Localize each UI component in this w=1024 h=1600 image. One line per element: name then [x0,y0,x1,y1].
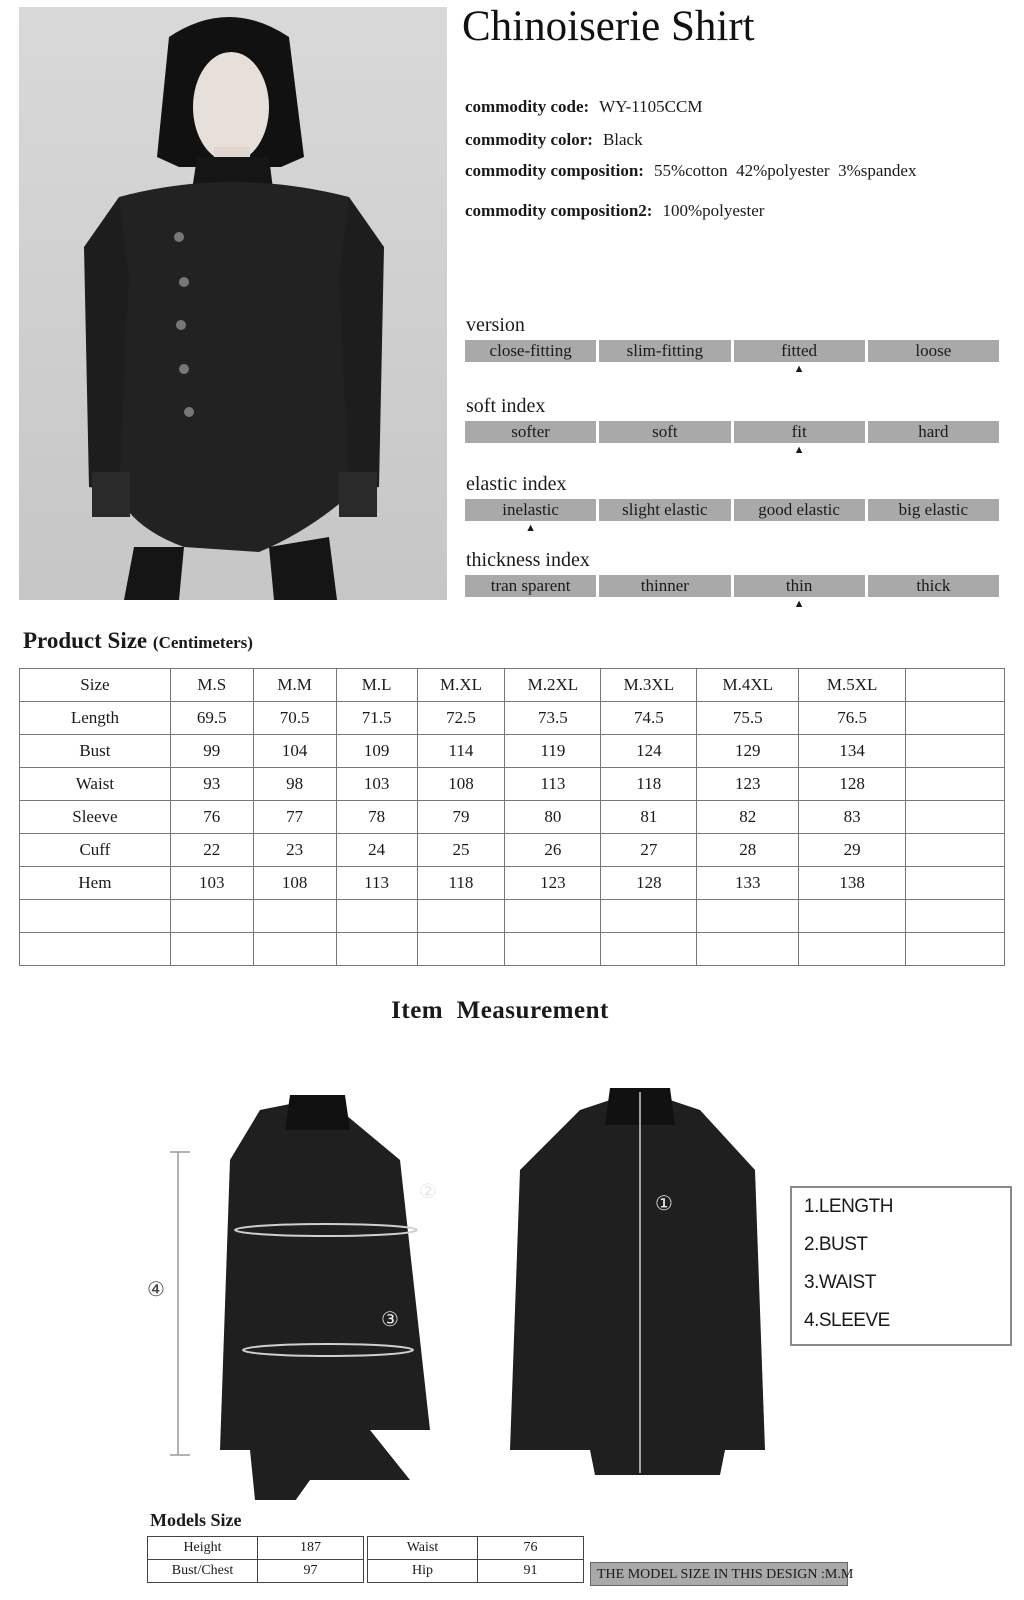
shirt-front [220,1100,430,1500]
table-cell: 25 [417,834,505,867]
index-bar-version [465,340,999,362]
table-row [368,1537,584,1560]
size-chart-unit: (Centimeters) [152,633,253,652]
index-heading-thickness: thickness index [466,549,590,571]
table-cell: Bust/Chest [148,1560,258,1583]
attr-label: commodity composition: [465,161,644,180]
table-header-cell: M.S [170,669,253,702]
table-cell [505,900,601,933]
table-cell [336,900,417,933]
measurement-diagram [140,1080,800,1500]
table-cell: 109 [336,735,417,768]
table-header-cell [906,669,1005,702]
table-row [368,1560,584,1583]
table-cell: 81 [601,801,697,834]
table-cell: 69.5 [170,702,253,735]
table-header-cell: M.2XL [505,669,601,702]
attr-code [465,97,702,117]
index-heading-soft: soft index [466,395,546,417]
table-cell: 113 [336,867,417,900]
table-cell: 24 [336,834,417,867]
measurement-title: Item Measurement [391,997,609,1024]
table-cell: 76.5 [799,702,906,735]
table-cell [906,702,1005,735]
legend-item: 2.BUST [804,1234,868,1255]
table-cell: Hem [20,867,171,900]
marker-length: ① [655,1191,673,1215]
table-cell: 99 [170,735,253,768]
product-photo [19,7,447,600]
table-cell: 72.5 [417,702,505,735]
table-cell [906,834,1005,867]
table-row [148,1537,364,1560]
size-chart-heading: Product Size [23,628,148,653]
model-figure [19,7,447,600]
table-cell: 103 [170,867,253,900]
table-cell [697,900,799,933]
table-cell: 129 [697,735,799,768]
table-cell: 118 [417,867,505,900]
table-cell: Hip [368,1560,478,1583]
table-cell: 22 [170,834,253,867]
table-cell [20,933,171,966]
marker-bust: ② [419,1179,437,1203]
table-cell [253,933,336,966]
product-title: Chinoiserie Shirt [462,3,755,50]
attr-value: 100%polyester [662,201,765,220]
table-cell: 108 [253,867,336,900]
index-bar-elastic [465,499,999,521]
attr-value: 55%cotton 42%polyester 3%spandex [653,161,917,180]
table-header-row [20,669,1005,702]
selected-marker-icon: ▲ [793,598,805,610]
table-cell [906,867,1005,900]
table-cell [20,900,171,933]
index-option: slight elastic [599,499,730,521]
table-cell: 108 [417,768,505,801]
table-cell: 134 [799,735,906,768]
table-cell [906,933,1005,966]
table-header-cell: M.M [253,669,336,702]
marker-waist: ③ [381,1307,399,1331]
model-size-note: THE MODEL SIZE IN THIS DESIGN :M.M [590,1562,848,1586]
table-cell: 97 [258,1560,364,1583]
table-cell [170,900,253,933]
index-option: thinner [599,575,730,597]
table-cell [253,900,336,933]
size-table [19,668,1005,966]
index-option: thick [868,575,999,597]
attr-label: commodity color: [465,130,593,149]
table-cell: 128 [799,768,906,801]
legend-item: 4.SLEEVE [804,1310,890,1331]
index-option: inelastic [465,499,596,521]
measurement-legend [790,1186,1012,1346]
table-cell: 77 [253,801,336,834]
table-cell [906,801,1005,834]
table-cell: 78 [336,801,417,834]
table-header-cell: M.4XL [697,669,799,702]
table-cell: 93 [170,768,253,801]
index-option: loose [868,340,999,362]
table-row [20,702,1005,735]
legend-item: 1.LENGTH [804,1196,893,1217]
table-cell: 123 [505,867,601,900]
attr-composition [465,161,916,181]
table-cell: 118 [601,768,697,801]
table-cell: 128 [601,867,697,900]
index-option: fit [734,421,865,443]
table-cell [799,900,906,933]
index-heading-elastic: elastic index [466,473,567,495]
table-cell: 103 [336,768,417,801]
table-cell: Cuff [20,834,171,867]
attr-composition2 [465,201,764,221]
table-cell [906,735,1005,768]
index-option: slim-fitting [599,340,730,362]
index-option: tran sparent [465,575,596,597]
table-row [20,900,1005,933]
table-cell: 123 [697,768,799,801]
attr-label: commodity composition2: [465,201,653,220]
table-header-cell: M.5XL [799,669,906,702]
table-cell: 26 [505,834,601,867]
table-cell: 23 [253,834,336,867]
table-row [20,867,1005,900]
table-cell [505,933,601,966]
table-cell: 104 [253,735,336,768]
table-cell: 138 [799,867,906,900]
table-header-cell: M.3XL [601,669,697,702]
table-cell: 119 [505,735,601,768]
table-cell [601,900,697,933]
index-option: hard [868,421,999,443]
selected-marker-icon: ▲ [793,363,805,375]
table-cell: 91 [478,1560,584,1583]
table-cell: Bust [20,735,171,768]
table-cell: Waist [368,1537,478,1560]
table-cell: 83 [799,801,906,834]
shirt-back [510,1090,765,1475]
table-row [20,801,1005,834]
table-cell [906,768,1005,801]
table-cell [697,933,799,966]
table-cell: 70.5 [253,702,336,735]
table-cell: Length [20,702,171,735]
table-row [20,933,1005,966]
table-cell: 76 [478,1537,584,1560]
table-cell: 113 [505,768,601,801]
table-cell: 187 [258,1537,364,1560]
index-option: softer [465,421,596,443]
table-cell: 75.5 [697,702,799,735]
table-cell: 124 [601,735,697,768]
index-option: big elastic [868,499,999,521]
models-table-left [147,1536,364,1583]
table-row [148,1560,364,1583]
size-chart-title [23,628,253,654]
table-cell: 74.5 [601,702,697,735]
table-header-cell: M.L [336,669,417,702]
table-cell: 82 [697,801,799,834]
selected-marker-icon: ▲ [793,444,805,456]
table-cell: Sleeve [20,801,171,834]
table-cell: 73.5 [505,702,601,735]
index-option: good elastic [734,499,865,521]
table-header-cell: Size [20,669,171,702]
table-cell: 27 [601,834,697,867]
table-cell [336,933,417,966]
table-cell: 98 [253,768,336,801]
table-cell [601,933,697,966]
index-option: thin [734,575,865,597]
index-option: close-fitting [465,340,596,362]
attr-value: Black [602,130,643,149]
index-bar-soft [465,421,999,443]
table-cell: Waist [20,768,171,801]
index-option: soft [599,421,730,443]
table-cell: 76 [170,801,253,834]
legend-item: 3.WAIST [804,1272,876,1293]
index-option: fitted [734,340,865,362]
index-bar-thickness [465,575,999,597]
table-cell: Height [148,1537,258,1560]
table-cell [906,900,1005,933]
attr-color [465,130,643,150]
table-cell: 114 [417,735,505,768]
selected-marker-icon: ▲ [525,522,537,534]
table-cell [417,900,505,933]
models-table-right [367,1536,584,1583]
index-heading-version: version [466,314,525,336]
table-row [20,834,1005,867]
table-cell: 79 [417,801,505,834]
table-row [20,768,1005,801]
models-size-title: Models Size [150,1510,242,1530]
table-header-cell: M.XL [417,669,505,702]
table-cell [417,933,505,966]
attr-value: WY-1105CCM [599,97,703,116]
table-cell [799,933,906,966]
attr-label: commodity code: [465,97,590,116]
table-row [20,735,1005,768]
table-cell: 80 [505,801,601,834]
table-cell: 28 [697,834,799,867]
table-cell: 133 [697,867,799,900]
table-cell: 29 [799,834,906,867]
table-cell: 71.5 [336,702,417,735]
marker-sleeve: ④ [147,1277,165,1301]
table-cell [170,933,253,966]
